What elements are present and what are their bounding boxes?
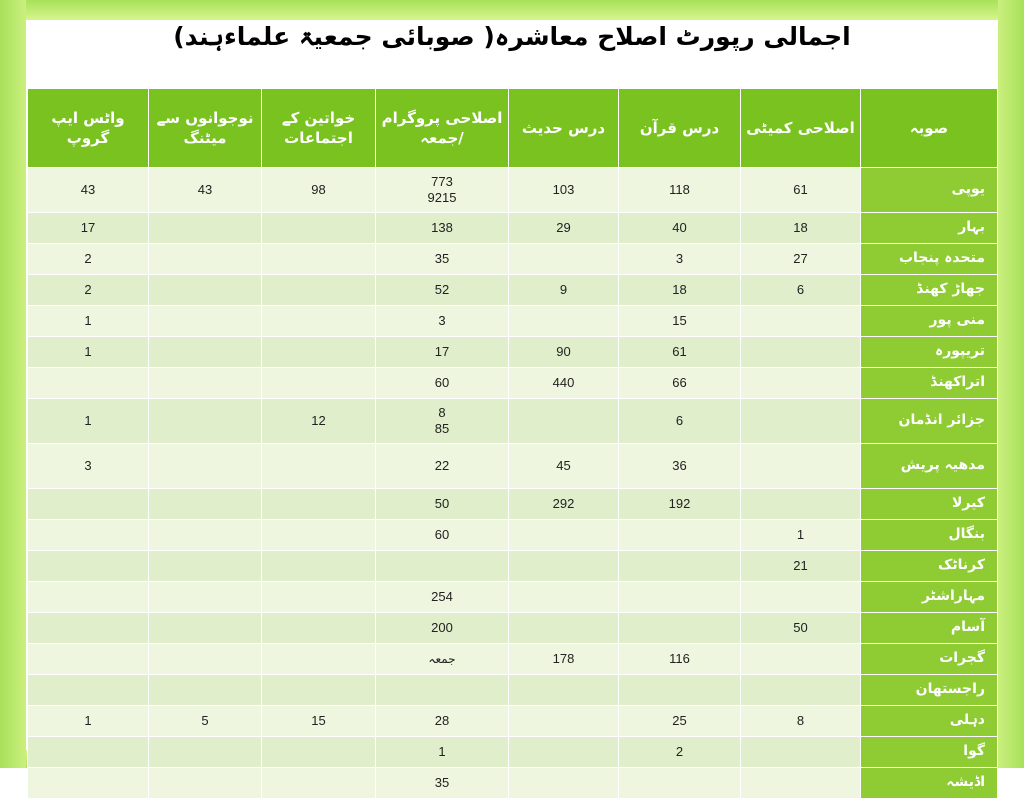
cell-reform-committee [741, 399, 861, 444]
cell-reform-program: 200 [376, 613, 509, 644]
cell-women-gatherings [262, 613, 376, 644]
slide-title-bar [26, 10, 998, 62]
cell-reform-committee [741, 644, 861, 675]
table-row [28, 613, 998, 644]
table-row [28, 706, 998, 737]
cell-youth-meetings [149, 675, 262, 706]
cell-youth-meetings [149, 337, 262, 368]
cell-province: جزائر انڈمان [861, 399, 998, 444]
cell-quran-lesson: 3 [619, 244, 741, 275]
cell-women-gatherings [262, 768, 376, 799]
cell-reform-program: 28 [376, 706, 509, 737]
column-header-women: خواتین کے اجتماعات [262, 89, 376, 168]
cell-province: آسام [861, 613, 998, 644]
cell-province: بنگال [861, 520, 998, 551]
cell-reform-committee [741, 489, 861, 520]
page-title: اجمالی رپورٹ اصلاح معاشرہ( صوبائی جمعیۃ علماءہند) [173, 21, 851, 51]
cell-whatsapp: 1 [28, 706, 149, 737]
cell-women-gatherings [262, 306, 376, 337]
cell-hadith-lesson: 178 [509, 644, 619, 675]
cell-reform-program: 254 [376, 582, 509, 613]
cell-women-gatherings [262, 368, 376, 399]
cell-reform-program: 1 [376, 737, 509, 768]
cell-whatsapp: 3 [28, 444, 149, 489]
cell-youth-meetings [149, 613, 262, 644]
table-row [28, 520, 998, 551]
cell-hadith-lesson [509, 520, 619, 551]
cell-reform-program: 60 [376, 520, 509, 551]
cell-reform-program: 60 [376, 368, 509, 399]
cell-reform-program: 35 [376, 244, 509, 275]
cell-province: کرناٹک [861, 551, 998, 582]
cell-hadith-lesson [509, 768, 619, 799]
cell-youth-meetings: 43 [149, 168, 262, 213]
cell-women-gatherings [262, 520, 376, 551]
cell-quran-lesson: 116 [619, 644, 741, 675]
cell-quran-lesson: 192 [619, 489, 741, 520]
cell-women-gatherings [262, 213, 376, 244]
report-table-container [27, 88, 997, 799]
cell-hadith-lesson: 45 [509, 444, 619, 489]
cell-quran-lesson [619, 582, 741, 613]
table-row [28, 368, 998, 399]
cell-province: جھاڑ کھنڈ [861, 275, 998, 306]
cell-women-gatherings [262, 275, 376, 306]
table-row [28, 551, 998, 582]
cell-reform-program: 8 85 [376, 399, 509, 444]
cell-quran-lesson [619, 768, 741, 799]
cell-youth-meetings [149, 489, 262, 520]
cell-province: گوا [861, 737, 998, 768]
cell-province: مدھیہ پریش [861, 444, 998, 489]
cell-hadith-lesson: 29 [509, 213, 619, 244]
column-header-province: صوبہ [861, 89, 998, 168]
column-header-program: اصلاحی پروگرام /جمعہ [376, 89, 509, 168]
cell-youth-meetings [149, 737, 262, 768]
cell-hadith-lesson [509, 551, 619, 582]
cell-hadith-lesson [509, 613, 619, 644]
cell-reform-program: جمعہ [376, 644, 509, 675]
cell-women-gatherings [262, 737, 376, 768]
cell-women-gatherings [262, 444, 376, 489]
decorative-border-left [0, 0, 26, 768]
cell-youth-meetings [149, 768, 262, 799]
cell-reform-committee [741, 675, 861, 706]
cell-women-gatherings [262, 582, 376, 613]
cell-province: راجستھان [861, 675, 998, 706]
cell-reform-committee: 6 [741, 275, 861, 306]
cell-province: کیرلا [861, 489, 998, 520]
cell-women-gatherings [262, 675, 376, 706]
cell-reform-committee [741, 337, 861, 368]
cell-whatsapp: 1 [28, 306, 149, 337]
cell-whatsapp [28, 368, 149, 399]
cell-reform-program: 17 [376, 337, 509, 368]
cell-hadith-lesson [509, 675, 619, 706]
cell-reform-committee [741, 444, 861, 489]
table-row [28, 213, 998, 244]
cell-reform-program: 22 [376, 444, 509, 489]
table-row [28, 444, 998, 489]
cell-hadith-lesson [509, 706, 619, 737]
table-row [28, 582, 998, 613]
report-table [27, 88, 998, 799]
cell-whatsapp: 1 [28, 399, 149, 444]
cell-reform-committee: 50 [741, 613, 861, 644]
cell-quran-lesson: 66 [619, 368, 741, 399]
cell-whatsapp: 2 [28, 244, 149, 275]
cell-youth-meetings [149, 644, 262, 675]
table-row [28, 675, 998, 706]
cell-youth-meetings [149, 306, 262, 337]
column-header-hadith: درس حدیث [509, 89, 619, 168]
cell-quran-lesson: 18 [619, 275, 741, 306]
cell-quran-lesson: 25 [619, 706, 741, 737]
cell-whatsapp: 43 [28, 168, 149, 213]
cell-province: دہلی [861, 706, 998, 737]
table-header-row [28, 89, 998, 168]
cell-women-gatherings [262, 489, 376, 520]
cell-reform-program: 50 [376, 489, 509, 520]
cell-reform-committee: 61 [741, 168, 861, 213]
cell-youth-meetings [149, 244, 262, 275]
cell-youth-meetings [149, 213, 262, 244]
cell-whatsapp [28, 582, 149, 613]
cell-women-gatherings [262, 644, 376, 675]
cell-hadith-lesson: 9 [509, 275, 619, 306]
cell-women-gatherings [262, 551, 376, 582]
cell-reform-program: 138 [376, 213, 509, 244]
cell-whatsapp [28, 520, 149, 551]
table-row [28, 644, 998, 675]
cell-reform-committee: 1 [741, 520, 861, 551]
cell-women-gatherings: 12 [262, 399, 376, 444]
cell-province: گجرات [861, 644, 998, 675]
table-header [28, 89, 998, 168]
cell-reform-program: 52 [376, 275, 509, 306]
cell-whatsapp [28, 768, 149, 799]
cell-quran-lesson: 36 [619, 444, 741, 489]
cell-reform-committee [741, 737, 861, 768]
cell-whatsapp [28, 675, 149, 706]
table-row [28, 168, 998, 213]
cell-youth-meetings [149, 582, 262, 613]
column-header-youth: نوجوانوں سے میٹنگ [149, 89, 262, 168]
cell-province: بہار [861, 213, 998, 244]
cell-province: اتراکھنڈ [861, 368, 998, 399]
column-header-whatsapp: واٹس ایپ گروپ [28, 89, 149, 168]
column-header-quran: درس قرآن [619, 89, 741, 168]
column-header-committee: اصلاحی کمیٹی [741, 89, 861, 168]
cell-reform-program: 3 [376, 306, 509, 337]
cell-hadith-lesson [509, 306, 619, 337]
cell-reform-program: 35 [376, 768, 509, 799]
cell-reform-committee: 27 [741, 244, 861, 275]
cell-reform-committee [741, 768, 861, 799]
cell-youth-meetings [149, 368, 262, 399]
cell-whatsapp [28, 489, 149, 520]
cell-hadith-lesson: 103 [509, 168, 619, 213]
cell-province: منی پور [861, 306, 998, 337]
cell-province: تریپورہ [861, 337, 998, 368]
cell-reform-program: 773 9215 [376, 168, 509, 213]
cell-quran-lesson: 6 [619, 399, 741, 444]
cell-province: یوپی [861, 168, 998, 213]
cell-reform-committee: 18 [741, 213, 861, 244]
cell-women-gatherings: 15 [262, 706, 376, 737]
cell-whatsapp [28, 613, 149, 644]
cell-youth-meetings [149, 520, 262, 551]
cell-whatsapp: 2 [28, 275, 149, 306]
cell-hadith-lesson [509, 399, 619, 444]
cell-women-gatherings [262, 244, 376, 275]
cell-hadith-lesson [509, 244, 619, 275]
table-row [28, 275, 998, 306]
cell-quran-lesson: 118 [619, 168, 741, 213]
table-row [28, 489, 998, 520]
cell-province: مہاراشٹر [861, 582, 998, 613]
cell-youth-meetings [149, 399, 262, 444]
cell-reform-committee [741, 306, 861, 337]
cell-women-gatherings [262, 337, 376, 368]
cell-quran-lesson [619, 613, 741, 644]
cell-reform-program [376, 551, 509, 582]
cell-hadith-lesson [509, 737, 619, 768]
cell-reform-committee: 8 [741, 706, 861, 737]
decorative-border-right [998, 0, 1024, 768]
table-row [28, 737, 998, 768]
cell-reform-program [376, 675, 509, 706]
cell-hadith-lesson: 292 [509, 489, 619, 520]
cell-quran-lesson [619, 675, 741, 706]
cell-youth-meetings [149, 275, 262, 306]
cell-hadith-lesson [509, 582, 619, 613]
cell-youth-meetings: 5 [149, 706, 262, 737]
cell-quran-lesson: 61 [619, 337, 741, 368]
cell-quran-lesson [619, 551, 741, 582]
cell-youth-meetings [149, 444, 262, 489]
cell-hadith-lesson: 90 [509, 337, 619, 368]
cell-quran-lesson: 40 [619, 213, 741, 244]
cell-whatsapp [28, 737, 149, 768]
table-row [28, 244, 998, 275]
table-row [28, 768, 998, 799]
cell-reform-committee [741, 582, 861, 613]
cell-hadith-lesson: 440 [509, 368, 619, 399]
cell-whatsapp [28, 644, 149, 675]
cell-whatsapp [28, 551, 149, 582]
cell-women-gatherings: 98 [262, 168, 376, 213]
table-row [28, 399, 998, 444]
cell-province: اڈیشہ [861, 768, 998, 799]
cell-reform-committee: 21 [741, 551, 861, 582]
cell-youth-meetings [149, 551, 262, 582]
cell-quran-lesson [619, 520, 741, 551]
cell-quran-lesson: 2 [619, 737, 741, 768]
cell-reform-committee [741, 368, 861, 399]
cell-quran-lesson: 15 [619, 306, 741, 337]
table-body [28, 168, 998, 799]
cell-whatsapp: 17 [28, 213, 149, 244]
table-row [28, 337, 998, 368]
cell-province: متحدہ پنجاب [861, 244, 998, 275]
cell-whatsapp: 1 [28, 337, 149, 368]
table-row [28, 306, 998, 337]
